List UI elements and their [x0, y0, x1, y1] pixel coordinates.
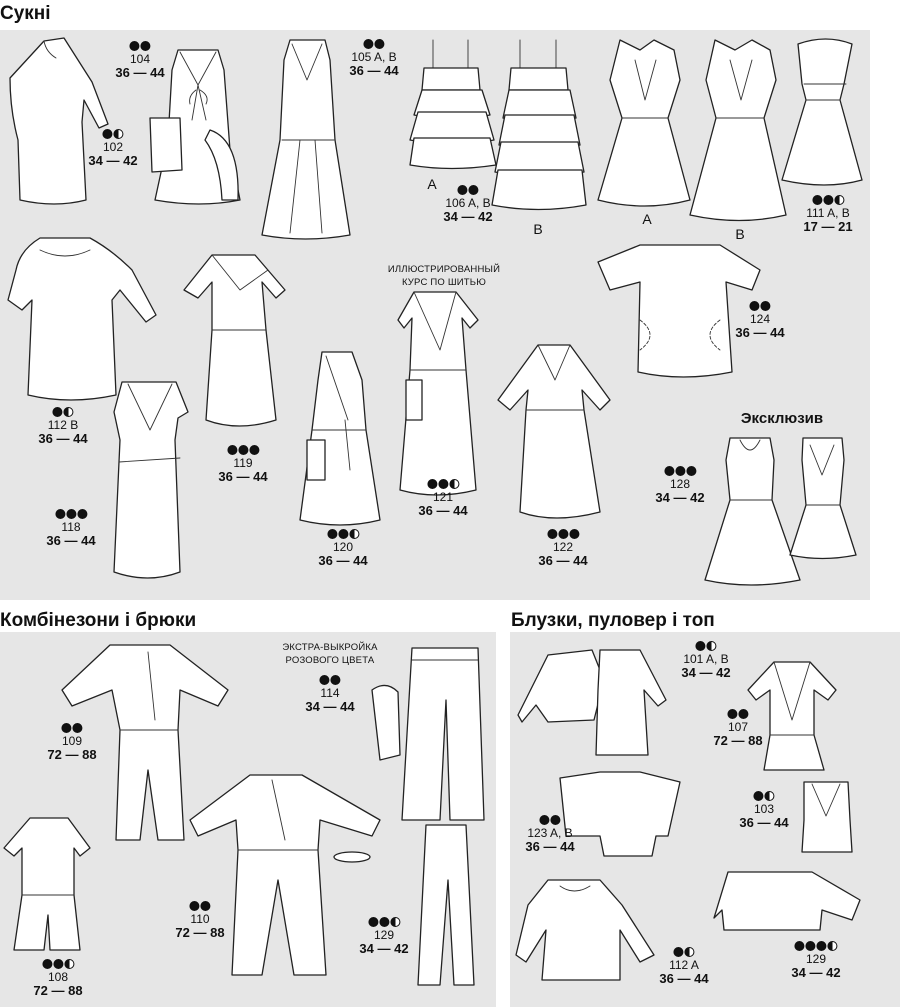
size-range: 72 — 88	[713, 733, 763, 748]
size-range: 36 — 44	[659, 971, 709, 986]
difficulty-dot-full	[823, 195, 833, 205]
sketch-110	[190, 775, 380, 975]
model-label-119	[218, 444, 267, 484]
difficulty-dot-full	[427, 479, 437, 489]
difficulty-dot-half	[707, 641, 717, 651]
size-range: 34 — 42	[791, 965, 841, 980]
difficulty-dot-full	[675, 466, 685, 476]
model-number: 124	[749, 312, 771, 326]
size-range: 36 — 44	[538, 553, 588, 568]
size-range: 36 — 44	[735, 325, 785, 340]
difficulty-dot-full	[190, 901, 200, 911]
variant-b-111: B	[735, 226, 745, 242]
difficulty-dots	[218, 444, 267, 456]
extra-note-line-2: РОЗОВОГО ЦВЕТА	[285, 655, 375, 666]
sketch-101	[518, 650, 666, 755]
difficulty-dots	[538, 528, 587, 540]
model-label-109	[47, 722, 96, 762]
size-range: 72 — 88	[175, 925, 225, 940]
model-label-112a	[659, 946, 708, 986]
size-range: 36 — 44	[418, 503, 468, 518]
difficulty-dot-full	[327, 529, 337, 539]
sketch-121	[398, 292, 478, 495]
difficulty-dots	[659, 946, 708, 958]
difficulty-dot-full	[62, 723, 72, 733]
model-label-118	[46, 508, 95, 548]
difficulty-dot-full	[130, 41, 140, 51]
sketch-103	[802, 782, 852, 852]
difficulty-dot-full	[458, 185, 468, 195]
size-range: 36 — 44	[38, 431, 88, 446]
model-number: 112 A	[669, 958, 699, 972]
difficulty-dots	[791, 940, 840, 952]
difficulty-dot-full	[754, 791, 764, 801]
sketch-114-trousers	[402, 648, 484, 820]
difficulty-dot-full	[817, 941, 827, 951]
section-title-blouses: Блузки, пуловер і топ	[511, 610, 715, 631]
difficulty-dots	[349, 38, 398, 50]
sketch-119	[184, 255, 285, 426]
difficulty-dots	[47, 722, 96, 734]
difficulty-dot-full	[338, 529, 348, 539]
difficulty-dot-full	[55, 509, 65, 519]
difficulty-dot-full	[469, 185, 479, 195]
difficulty-dots	[318, 528, 367, 540]
model-number: 129	[805, 952, 827, 966]
size-range: 72 — 88	[33, 983, 83, 998]
difficulty-dot-full	[761, 301, 771, 311]
difficulty-dot-full	[739, 709, 749, 719]
model-label-111	[803, 194, 852, 234]
difficulty-dot-full	[331, 675, 341, 685]
model-label-112b	[38, 406, 87, 446]
model-label-114	[305, 674, 354, 714]
sketch-108	[4, 818, 90, 950]
difficulty-dot-full	[249, 445, 259, 455]
difficulty-dot-full	[569, 529, 579, 539]
difficulty-dot-half	[349, 529, 359, 539]
difficulty-dot-half	[390, 917, 400, 927]
size-range: 34 — 42	[88, 153, 138, 168]
model-number: 107	[727, 720, 749, 734]
model-number: 112 B	[47, 418, 79, 432]
course-note	[388, 263, 500, 289]
model-number: 118	[61, 520, 81, 534]
difficulty-dot-full	[66, 509, 76, 519]
course-note-line-2: КУРС ПО ШИТЬЮ	[401, 277, 487, 288]
model-number: 119	[233, 456, 253, 470]
difficulty-dot-full	[686, 466, 696, 476]
size-range: 36 — 44	[349, 63, 399, 78]
difficulty-dot-full	[750, 301, 760, 311]
size-range: 72 — 88	[47, 747, 97, 762]
size-range: 34 — 42	[359, 941, 409, 956]
course-note-line-1: ИЛЛЮСТРИРОВАННЫЙ	[387, 264, 501, 275]
difficulty-dot-full	[73, 723, 83, 733]
size-range: 36 — 44	[318, 553, 368, 568]
size-range: 36 — 44	[739, 815, 789, 830]
sketch-112b	[8, 238, 156, 400]
variant-a-111: A	[642, 211, 652, 227]
model-label-120	[318, 528, 367, 568]
difficulty-dot-half	[834, 195, 844, 205]
model-label-105	[349, 38, 398, 78]
difficulty-dots	[115, 40, 164, 52]
difficulty-dot-half	[685, 947, 695, 957]
difficulty-dots	[175, 900, 224, 912]
size-range: 36 — 44	[218, 469, 268, 484]
model-label-103	[739, 790, 788, 830]
model-number: 111 A, B	[806, 206, 850, 220]
sketch-123	[560, 772, 680, 856]
difficulty-dots	[655, 465, 704, 477]
model-label-101	[681, 640, 730, 680]
sketch-106b	[492, 40, 586, 210]
difficulty-dot-half	[765, 791, 775, 801]
section-title-jumpsuits: Комбінезони і брюки	[0, 610, 197, 631]
sketch-belt	[334, 852, 370, 862]
difficulty-dot-full	[227, 445, 237, 455]
exclusive-label: Эксклюзив	[740, 410, 824, 427]
difficulty-dots	[88, 128, 137, 140]
model-label-110	[175, 900, 224, 940]
model-label-123	[525, 814, 574, 854]
sketch-111b	[690, 40, 786, 221]
model-label-122	[538, 528, 587, 568]
difficulty-dot-full	[103, 129, 113, 139]
difficulty-dots	[803, 194, 852, 206]
difficulty-dot-full	[379, 917, 389, 927]
model-number: 114	[320, 686, 340, 700]
size-range: 34 — 42	[655, 490, 705, 505]
difficulty-dots	[525, 814, 574, 826]
difficulty-dot-full	[201, 901, 211, 911]
difficulty-dot-full	[238, 445, 248, 455]
model-number: 120	[332, 540, 354, 554]
sketch-118	[114, 382, 188, 578]
sketch-105	[262, 40, 350, 239]
difficulty-dots	[305, 674, 354, 686]
difficulty-dots	[735, 300, 784, 312]
difficulty-dot-full	[547, 529, 557, 539]
size-range: 34 — 44	[305, 699, 355, 714]
model-label-108	[33, 958, 82, 998]
model-number: 109	[61, 734, 83, 748]
model-number: 110	[190, 912, 210, 926]
model-number: 128	[669, 477, 691, 491]
difficulty-dot-full	[674, 947, 684, 957]
difficulty-dots	[33, 958, 82, 970]
difficulty-dot-full	[141, 41, 151, 51]
sketch-129-blouse	[714, 872, 860, 930]
model-label-102	[88, 128, 137, 168]
model-label-129b	[791, 940, 840, 980]
sketch-128b	[790, 438, 856, 559]
model-number: 121	[432, 490, 454, 504]
difficulty-dot-full	[53, 959, 63, 969]
difficulty-dot-full	[364, 39, 374, 49]
model-number: 103	[753, 802, 775, 816]
model-number: 122	[552, 540, 574, 554]
difficulty-dot-full	[812, 195, 822, 205]
model-label-129j	[359, 916, 408, 956]
difficulty-dots	[38, 406, 87, 418]
sketch-122	[498, 345, 610, 518]
size-range: 34 — 42	[681, 665, 731, 680]
difficulty-dot-half	[64, 959, 74, 969]
variant-a-106: A	[427, 176, 437, 192]
size-range: 36 — 44	[525, 839, 575, 854]
model-number: 104	[129, 52, 151, 66]
difficulty-dot-full	[795, 941, 805, 951]
difficulty-dot-full	[438, 479, 448, 489]
difficulty-dot-full	[696, 641, 706, 651]
model-label-107	[713, 708, 762, 748]
difficulty-dot-full	[664, 466, 674, 476]
difficulty-dot-full	[42, 959, 52, 969]
difficulty-dots	[443, 184, 492, 196]
sketch-128a	[705, 438, 800, 585]
difficulty-dots	[418, 478, 467, 490]
model-number: 102	[102, 140, 124, 154]
model-label-128	[655, 465, 704, 505]
model-label-106	[443, 184, 492, 224]
difficulty-dots	[681, 640, 730, 652]
difficulty-dot-half	[114, 129, 124, 139]
sketch-120	[300, 352, 380, 525]
sketch-102	[10, 38, 108, 204]
extra-pattern-note	[282, 641, 377, 667]
difficulty-dot-half	[828, 941, 838, 951]
difficulty-dot-full	[53, 407, 63, 417]
sketch-112a	[516, 880, 654, 980]
difficulty-dots	[46, 508, 95, 520]
difficulty-dots	[739, 790, 788, 802]
difficulty-dots	[713, 708, 762, 720]
difficulty-dots	[359, 916, 408, 928]
difficulty-dot-full	[375, 39, 385, 49]
model-number: 106 A, B	[445, 196, 491, 210]
size-range: 36 — 44	[46, 533, 96, 548]
difficulty-dot-full	[551, 815, 561, 825]
model-number: 101 A, B	[683, 652, 729, 666]
difficulty-dot-full	[540, 815, 550, 825]
sketch-114	[372, 685, 400, 760]
sketch-111c	[782, 39, 862, 185]
difficulty-dot-full	[806, 941, 816, 951]
model-label-124	[735, 300, 784, 340]
model-number: 129	[373, 928, 395, 942]
sketch-129-trousers	[418, 825, 474, 985]
model-number: 123 A, B	[527, 826, 573, 840]
model-label-121	[418, 478, 467, 518]
difficulty-dot-full	[77, 509, 87, 519]
difficulty-dot-full	[368, 917, 378, 927]
variant-b-106: B	[533, 221, 543, 237]
difficulty-dot-full	[728, 709, 738, 719]
sketch-106a	[410, 40, 496, 169]
sketch-111a	[598, 40, 690, 206]
difficulty-dot-full	[558, 529, 568, 539]
size-range: 36 — 44	[115, 65, 165, 80]
difficulty-dot-half	[449, 479, 459, 489]
difficulty-dot-full	[320, 675, 330, 685]
model-label-104	[115, 40, 164, 80]
difficulty-dot-half	[64, 407, 74, 417]
model-number: 108	[47, 970, 69, 984]
size-range: 17 — 21	[803, 219, 853, 234]
extra-note-line-1: ЭКСТРА-ВЫКРОЙКА	[282, 642, 378, 653]
size-range: 34 — 42	[443, 209, 493, 224]
section-title-dresses: Сукні	[0, 3, 51, 24]
model-number: 105 A, B	[351, 50, 397, 64]
